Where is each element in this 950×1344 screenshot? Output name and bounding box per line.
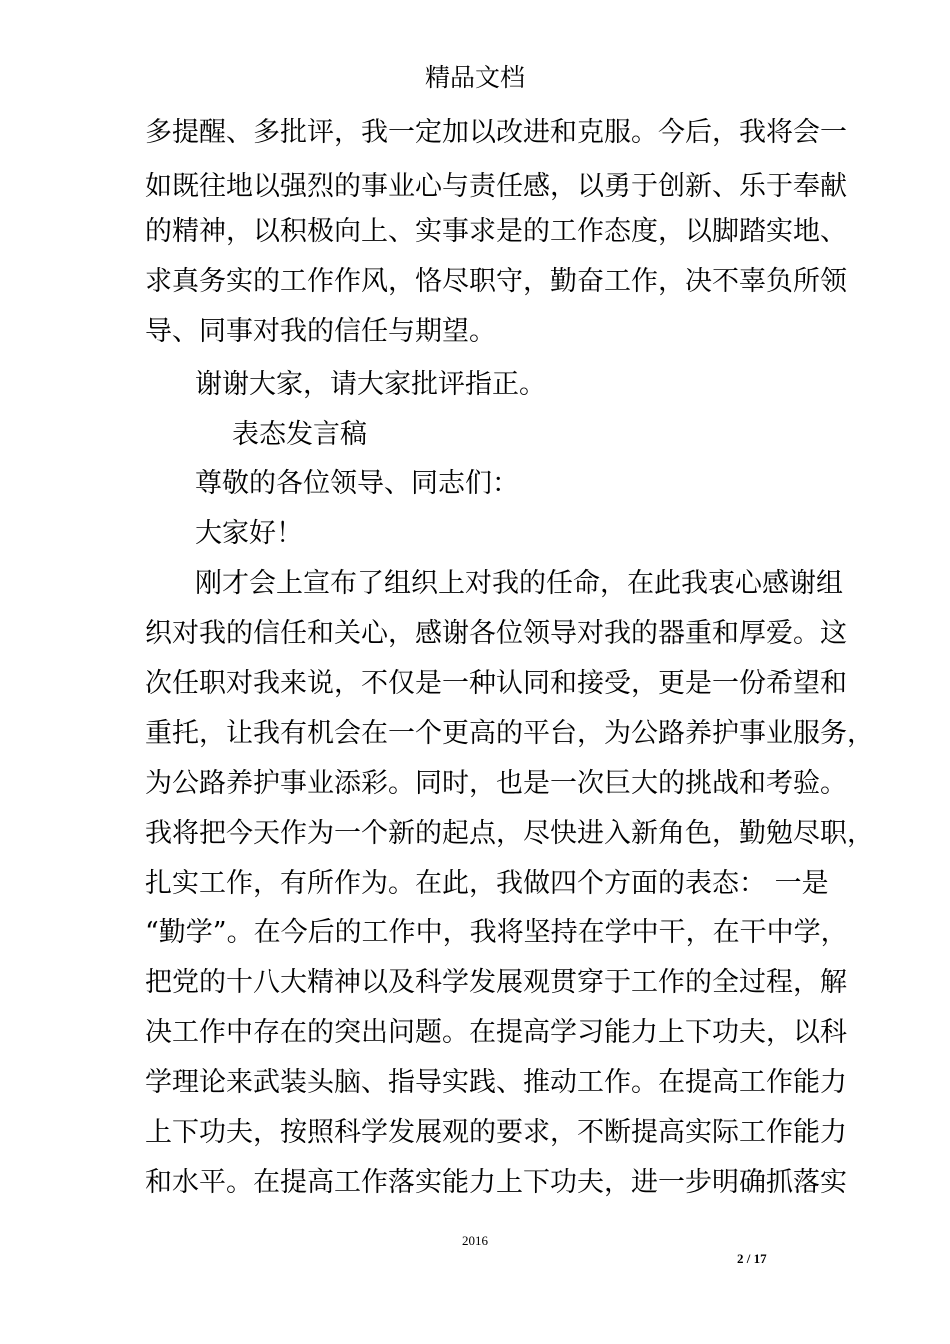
page-number: 2 / 17 (737, 1251, 767, 1266)
text-line: 求真务实的工作作风，恪尽职守，勤奋工作，决不辜负所领 (145, 266, 847, 297)
text-line: 为公路养护事业添彩。同时，也是一次巨大的挑战和考验。 (145, 768, 847, 799)
text-line: 学理论来武装头脑、指导实践、推动工作。在提高工作能力 (145, 1067, 847, 1098)
page-header-title: 精品文档 (424, 63, 525, 92)
speech-title: 表态发言稿 (232, 419, 367, 450)
text-line: 如既往地以强烈的事业心与责任感，以勇于创新、乐于奉献 (145, 171, 847, 202)
text-line: 我将把今天作为一个新的起点，尽快进入新角色，勤勉尽职， (145, 818, 874, 849)
text-line: 的精神，以积极向上、实事求是的工作态度，以脚踏实地、 (145, 216, 847, 247)
text-line: “勤学”。在今后的工作中，我将坚持在学中干，在干中学， (145, 917, 848, 948)
salutation: 尊敬的各位领导、同志们： (195, 468, 519, 499)
footer-year: 2016 (462, 1233, 488, 1248)
text-line: 把党的十八大精神以及科学发展观贯穿于工作的全过程，解 (145, 967, 847, 998)
text-line: 和水平。在提高工作落实能力上下功夫，进一步明确抓落实 (145, 1167, 847, 1198)
text-line: 决工作中存在的突出问题。在提高学习能力上下功夫，以科 (145, 1017, 847, 1048)
text-line: 织对我的信任和关心，感谢各位领导对我的器重和厚爱。这 (145, 618, 847, 649)
text-line: 多提醒、多批评，我一定加以改进和克服。今后，我将会一 (145, 117, 847, 148)
closing-line: 谢谢大家，请大家批评指正。 (195, 369, 546, 400)
text-line: 次任职对我来说，不仅是一种认同和接受，更是一份希望和 (145, 668, 847, 699)
text-line: 重托，让我有机会在一个更高的平台，为公路养护事业服务， (145, 718, 874, 749)
text-line: 扎实工作，有所作为。在此，我做四个方面的表态： 一是 (145, 868, 829, 899)
text-line: 刚才会上宣布了组织上对我的任命，在此我衷心感谢组 (195, 568, 843, 599)
text-line: 导、同事对我的信任与期望。 (145, 316, 496, 347)
text-line: 上下功夫，按照科学发展观的要求，不断提高实际工作能力 (145, 1117, 847, 1148)
greeting: 大家好！ (195, 518, 303, 549)
